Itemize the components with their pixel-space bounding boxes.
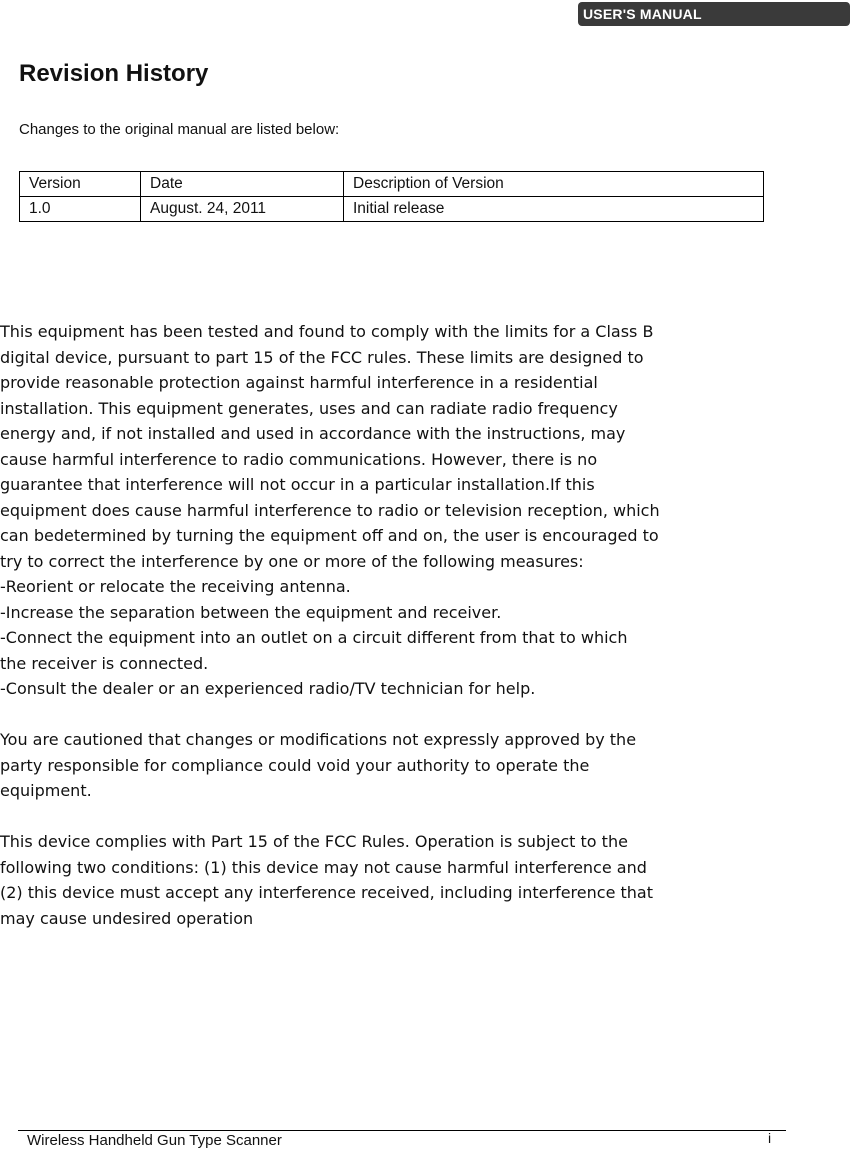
compliance-line: may cause undesired operation	[0, 908, 254, 928]
caution-line: party responsible for compliance could void your authority to operate the	[0, 755, 590, 775]
footer-divider	[18, 1130, 786, 1131]
fcc-measure: -Consult the dealer or an experienced radio/TV technician for help.	[0, 679, 536, 698]
fcc-line: installation. This equipment generates, uses and can radiate radio frequency	[0, 398, 618, 418]
fcc-line: equipment does cause harmful interference to radio or television reception, which	[0, 500, 660, 520]
compliance-line: (2) this device must accept any interference received, including interference that	[0, 883, 653, 902]
page-title: Revision History	[19, 60, 209, 87]
fcc-line: This equipment has been tested and found to comply with the limits for a Class B	[0, 322, 654, 341]
fcc-measure: -Reorient or relocate the receiving antenna.	[0, 577, 351, 596]
table-row	[20, 197, 764, 222]
fcc-measure: the receiver is connected.	[0, 653, 209, 673]
cell-version: 1.0	[20, 197, 141, 222]
fcc-line: can bedetermined by turning the equipment off and on, the user is encouraged to	[0, 526, 659, 545]
cell-date: August. 24, 2011	[141, 197, 344, 222]
fcc-measure: -Increase the separation between the equipment and receiver.	[0, 602, 502, 622]
page-number: i	[768, 1130, 772, 1146]
fcc-line: energy and, if not installed and used in accordance with the instructions, may	[0, 424, 626, 443]
paragraph-gap	[0, 702, 790, 728]
fcc-line: try to correct the interference by one or more of the following measures:	[0, 551, 584, 571]
compliance-line: This device complies with Part 15 of the FCC Rules. Operation is subject to the	[0, 832, 628, 851]
fcc-notice	[0, 319, 790, 931]
header-badge: USER'S MANUAL	[578, 2, 850, 26]
fcc-line: provide reasonable protection against harmful interference in a residential	[0, 373, 598, 392]
intro-text: Changes to the original manual are listed below:	[19, 121, 340, 138]
caution-line: You are cautioned that changes or modifications not expressly approved by the	[0, 730, 637, 749]
fcc-line: cause harmful interference to radio communications. However, there is no	[0, 449, 598, 469]
fcc-line: digital device, pursuant to part 15 of the FCC rules. These limits are designed to	[0, 347, 644, 367]
caution-line: equipment.	[0, 781, 92, 800]
footer-title: Wireless Handheld Gun Type Scanner	[27, 1132, 282, 1149]
column-header-version: Version	[20, 172, 141, 197]
column-header-description: Description of Version	[344, 172, 764, 197]
compliance-line: following two conditions: (1) this device may not cause harmful interference and	[0, 857, 647, 877]
fcc-line: guarantee that interference will not occur in a particular installation.If this	[0, 475, 595, 494]
paragraph-gap	[0, 804, 790, 830]
column-header-date: Date	[141, 172, 344, 197]
fcc-measure: -Connect the equipment into an outlet on a circuit different from that to which	[0, 628, 628, 647]
cell-description: Initial release	[344, 197, 764, 222]
table-header-row	[20, 172, 764, 197]
revision-table	[19, 171, 764, 222]
